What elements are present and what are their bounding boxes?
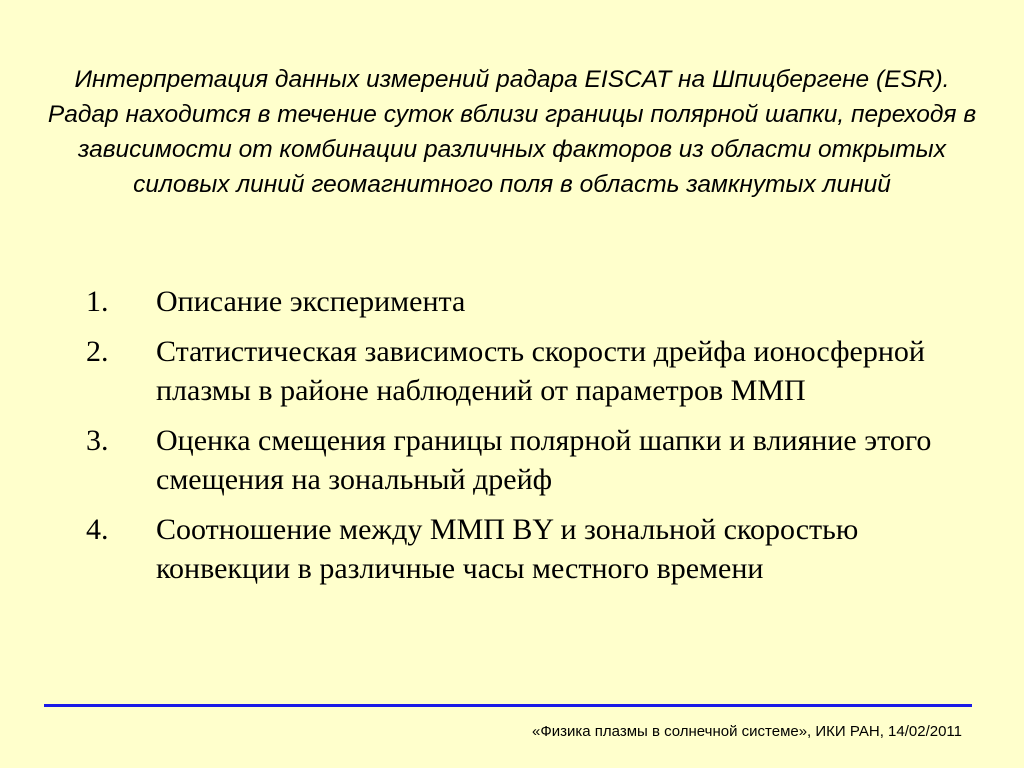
agenda-item-3 xyxy=(86,421,986,499)
agenda-item-4 xyxy=(86,510,986,588)
footer-divider xyxy=(44,704,972,707)
agenda-item-2 xyxy=(86,332,986,410)
footer-text: «Физика плазмы в солнечной системе», ИКИ РАН, 14/02/2011 xyxy=(531,723,962,740)
slide-title: Интерпретация данных измерений радара EISCAT на Шпицбергене (ESR). Радар находится в течение суток вблизи границы полярной шапки, переходя в зависимости от комбинации различных факторов из области открытых силовых линий геомагнитного поля в область замкнутых линий xyxy=(47,66,977,198)
agenda-item-1 xyxy=(86,282,986,321)
agenda-item-number: 3. xyxy=(86,424,109,457)
agenda-item-number: 4. xyxy=(86,513,109,546)
agenda-item-number: 1. xyxy=(86,285,109,318)
agenda-item-number: 2. xyxy=(86,335,109,368)
agenda-item-text: Статистическая зависимость скорости дрейфа ионосферной плазмы в районе наблюдений от параметров ММП xyxy=(156,335,925,407)
agenda-item-text: Соотношение между ММП BY и зональной скоростью конвекции в различные часы местного времени xyxy=(156,513,859,585)
agenda-item-text: Описание эксперимента xyxy=(156,285,466,318)
agenda-list xyxy=(86,282,986,599)
agenda-item-text: Оценка смещения границы полярной шапки и влияние этого смещения на зональный дрейф xyxy=(156,424,932,496)
